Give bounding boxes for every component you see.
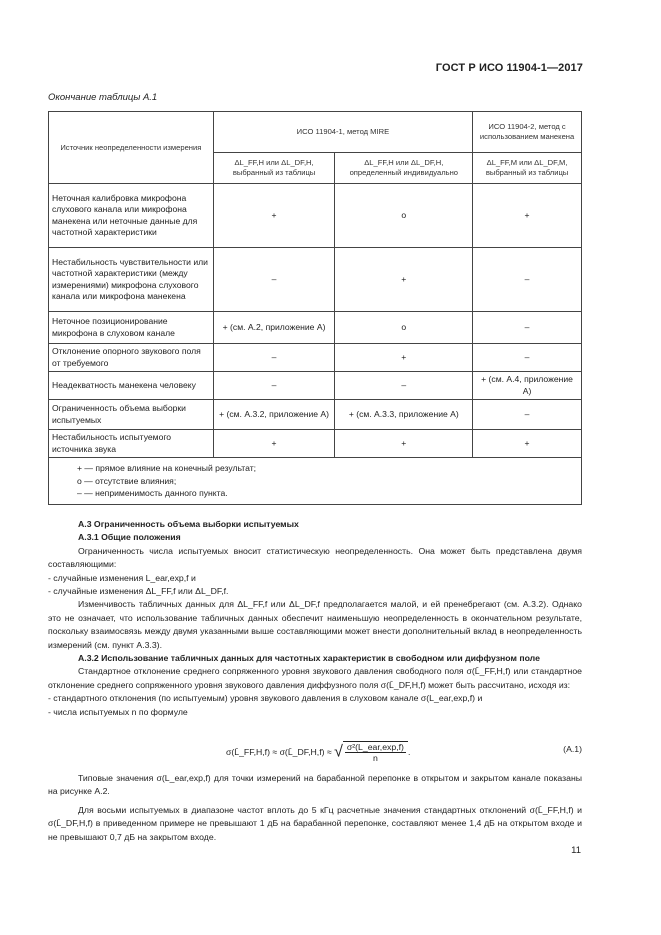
row-source: Неадекватность манекена человеку xyxy=(49,372,214,400)
row-value-3: + xyxy=(473,184,582,248)
sub-header-2: ΔL_FF,H или ΔL_DF,H, определенный индивидуально xyxy=(335,153,473,184)
legend-item: + — прямое влияние на конечный результат; xyxy=(77,463,257,473)
row-value-3: + xyxy=(473,430,582,458)
list-item: - числа испытуемых n по формуле xyxy=(48,706,188,717)
row-value-1: + (см. А.3.2, приложение А) xyxy=(213,400,335,430)
row-value-1: – xyxy=(213,248,335,312)
sub-header-3: ΔL_FF,M или ΔL_DF,M, выбранный из таблицы xyxy=(473,153,582,184)
row-value-3: – xyxy=(473,344,582,372)
paragraph: Ограниченность числа испытуемых вносит статистическую неопределенность. Она может быть представлена двумя составляющими: xyxy=(48,545,582,570)
formula-numerator: σ²(L_ear,exp,f) xyxy=(346,742,404,752)
table-row xyxy=(49,400,582,430)
paragraph: Типовые значения σ(L_ear,exp,f) для точки измерений на барабанной перепонке в открытом и закрытом канале показаны на рисунке А.2. xyxy=(48,773,582,797)
list-item: - случайные изменения L_ear,exp,f и xyxy=(48,572,196,583)
paragraph: Стандартное отклонение среднего сопряженного уровня звукового давления свободного поля σ(L̄_FF,H,f) или стандартное отклонение среднего сопряженного уровня звукового давления диффузного поля σ(L̄_DF,H,f) может быть рассчитано, исходя из: xyxy=(48,666,582,690)
formula-a1: σ(L̄_FF,H,f) ≈ σ(L̄_DF,H,f) ≈ √ $\frac{\text{σ²(L\_ear,exp,f)}}{n}$ . (А.1) xyxy=(226,742,582,763)
row-source: Неточная калибровка микрофона слухового канала или микрофона манекена или неточные данные для частотной характеристики xyxy=(49,184,214,248)
row-value-2: – xyxy=(335,372,473,400)
table-row xyxy=(49,430,582,458)
document-header: ГОСТ Р ИСО 11904-1—2017 xyxy=(435,62,583,74)
uncertainty-table xyxy=(48,111,582,505)
formula-lhs: σ(L̄_FF,H,f) ≈ σ(L̄_DF,H,f) ≈ xyxy=(226,746,332,757)
table-row xyxy=(49,184,582,248)
row-value-3: – xyxy=(473,248,582,312)
row-value-1: – xyxy=(213,372,335,400)
row-source: Неточное позиционирование микрофона в слуховом канале xyxy=(49,312,214,344)
sub-header-1: ΔL_FF,H или ΔL_DF,H, выбранный из таблицы xyxy=(213,153,335,184)
row-source: Отклонение опорного звукового поля от требуемого xyxy=(49,344,214,372)
row-source: Нестабильность чувствительности или частотной характеристики (между измерениями) микрофона слухового канала или микрофона манекена xyxy=(49,248,214,312)
row-value-1: + (см. А.2, приложение А) xyxy=(213,312,335,344)
table-legend xyxy=(49,458,582,505)
col-group2-header: ИСО 11904-2, метод с использованием манекена xyxy=(473,112,582,153)
row-value-1: + xyxy=(213,184,335,248)
row-value-3: – xyxy=(473,312,582,344)
table-row xyxy=(49,248,582,312)
page-number: 11 xyxy=(571,845,581,856)
col-source-header: Источник неопределенности измерения xyxy=(49,112,214,184)
row-value-2: + xyxy=(335,344,473,372)
row-source: Ограниченность объема выборки испытуемых xyxy=(49,400,214,430)
table-row xyxy=(49,344,582,372)
row-value-2: o xyxy=(335,184,473,248)
paragraph: Изменчивость табличных данных для ΔL_FF,f или ΔL_DF,f предполагается малой, и ей пренебрегают (см. А.3.2). Однако это не означает, что использование табличных данных обеспечит наименьшую неопределенность в окончательном результате, поскольку взаимосвязь между двумя указанными выше составляющими может внести дополнительный вклад в неопределенность измерений (см. пункт А.3.3). xyxy=(48,599,582,650)
heading-a31: А.3.1 Общие положения xyxy=(78,532,181,543)
list-item: - стандартного отклонения (по испытуемым) уровня звукового давления в слуховом канале σ(L_ear,exp,f) и xyxy=(48,693,483,704)
row-value-3: + (см. А.4, приложение А) xyxy=(473,372,582,400)
formula-denominator: n xyxy=(373,753,378,763)
list-item: - случайные изменения ΔL_FF,f или ΔL_DF,f. xyxy=(48,586,229,597)
paragraph: Для восьми испытуемых в диапазоне частот вплоть до 5 кГц расчетные значения стандартных отклонений σ(L̄_FF,H,f) и σ(L̄_DF,H,f) в приведенном примере не превышают 1 дБ на барабанной перепонке, составляют менее 1,4 дБ на открытом входе и не превышают 0,7 дБ на закрытом входе. xyxy=(48,804,582,842)
col-group1-header: ИСО 11904-1, метод MIRE xyxy=(213,112,472,153)
row-value-2: + xyxy=(335,430,473,458)
table-caption: Окончание таблицы А.1 xyxy=(48,92,158,103)
formula-number: (А.1) xyxy=(563,744,582,754)
body-text-after-formula xyxy=(48,772,582,844)
row-value-2: + xyxy=(335,248,473,312)
table-row xyxy=(49,372,582,400)
row-value-1: + xyxy=(213,430,335,458)
row-value-1: – xyxy=(213,344,335,372)
heading-a3: А.3 Ограниченность объема выборки испытуемых xyxy=(78,519,299,529)
legend-item: – — неприменимость данного пункта. xyxy=(77,488,228,498)
row-source: Нестабильность испытуемого источника звука xyxy=(49,430,214,458)
body-text-section-a3 xyxy=(48,518,582,719)
row-value-3: – xyxy=(473,400,582,430)
row-value-2: o xyxy=(335,312,473,344)
table-row xyxy=(49,312,582,344)
legend-item: o — отсутствие влияния; xyxy=(77,475,177,486)
heading-a32: А.3.2 Использование табличных данных для частотных характеристик в свободном или диффузном поле xyxy=(78,653,540,664)
row-value-2: + (см. А.3.3, приложение А) xyxy=(335,400,473,430)
